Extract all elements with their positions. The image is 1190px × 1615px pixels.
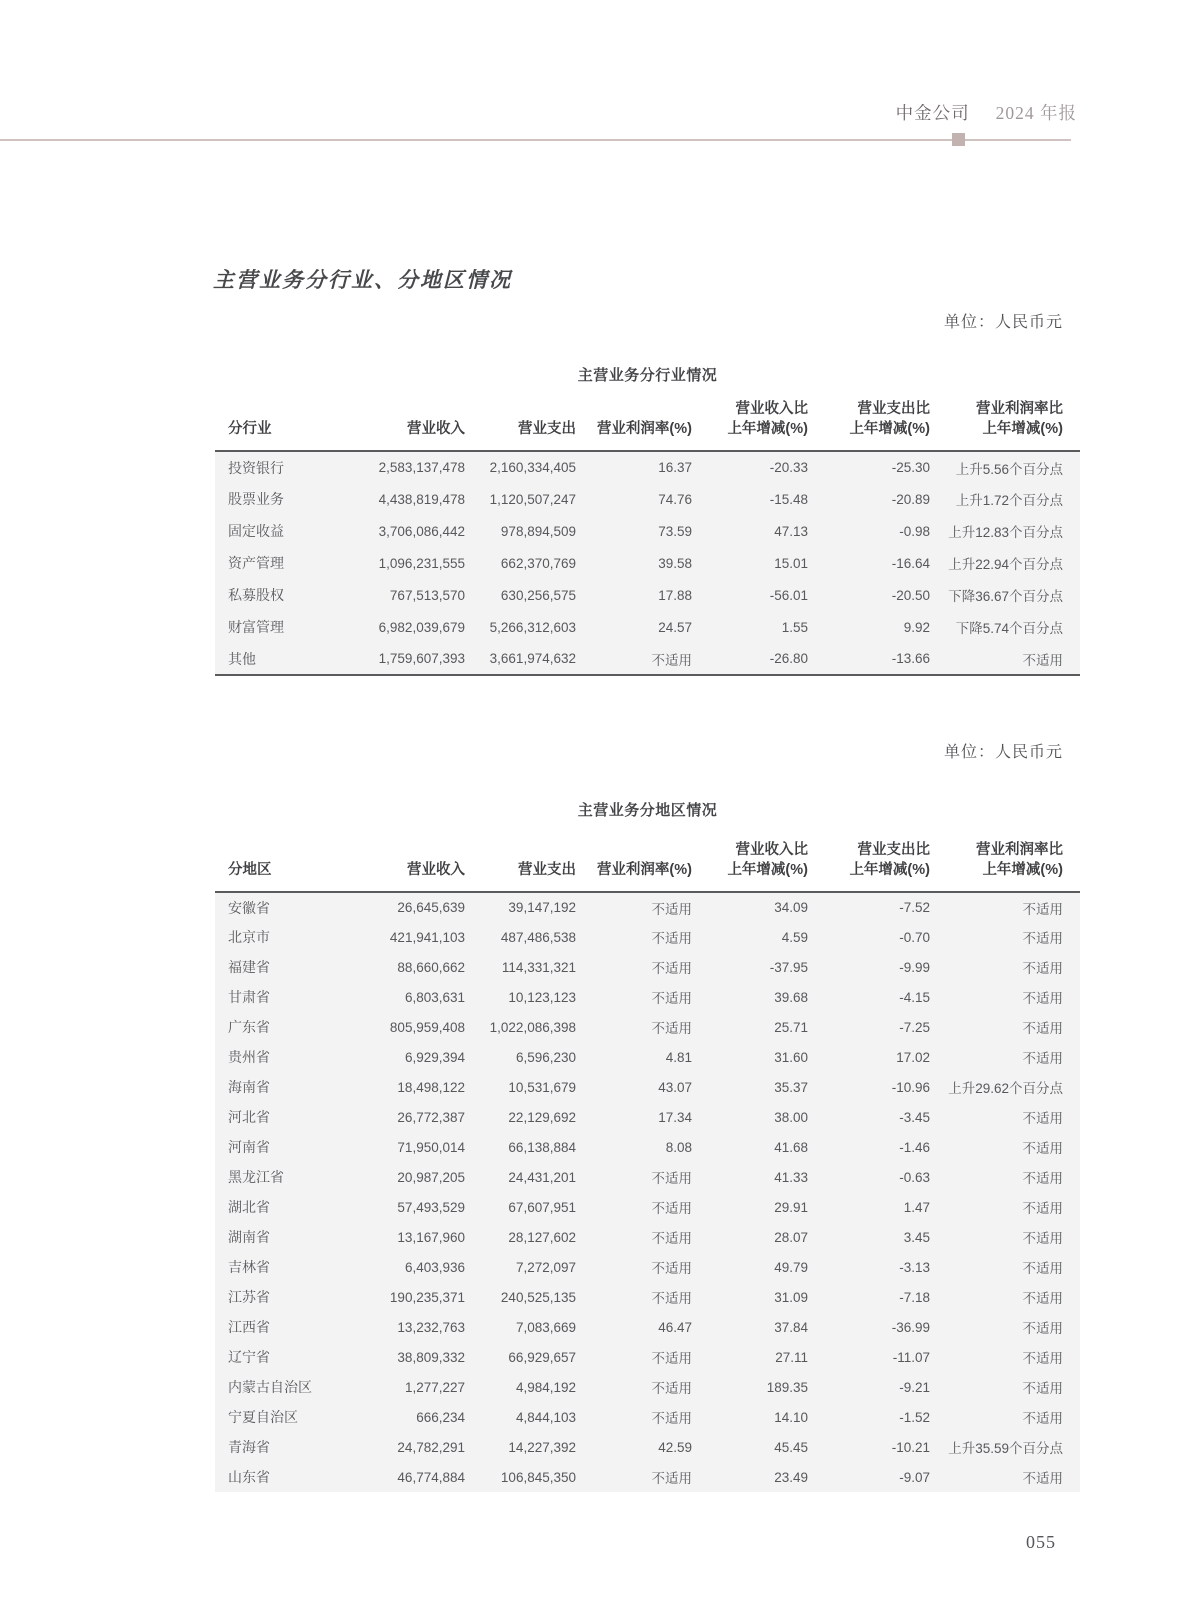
section-title: 主营业务分行业、分地区情况 [213, 268, 512, 292]
table-row [215, 643, 1080, 675]
row-label: 江西省 [228, 1319, 270, 1335]
cell-value: 下降36.67个百分点 [948, 589, 1063, 604]
cell-value: 42.59 [658, 1439, 692, 1455]
cell-value: 978,894,509 [500, 523, 576, 539]
cell-value: 不适用 [930, 643, 1080, 675]
cell-value: 上升22.94个百分点 [948, 557, 1063, 572]
cell-value: 487,486,538 [500, 929, 576, 945]
cell-value: 47.13 [774, 523, 808, 539]
cell-value: 不适用 [651, 1351, 692, 1366]
column-header: 营业收入 [341, 840, 465, 892]
cell-value: -20.89 [891, 491, 930, 507]
cell-value: -25.30 [891, 460, 930, 475]
cell-value: 767,513,570 [389, 587, 465, 603]
cell-value: 17.34 [658, 1109, 692, 1125]
cell-value: 27.11 [775, 1349, 808, 1365]
row-label: 私募股权 [228, 587, 284, 603]
cell-value: -37.95 [769, 959, 808, 975]
row-label: 福建省 [228, 959, 270, 975]
cell-value: 1,759,607,393 [341, 643, 465, 675]
table-row [215, 1012, 1080, 1042]
cell-value: 不适用 [1022, 1261, 1063, 1276]
row-label: 安徽省 [228, 899, 270, 916]
cell-value: 67,607,951 [508, 1199, 576, 1215]
row-label: 北京市 [228, 929, 270, 945]
cell-value: -7.52 [899, 900, 930, 915]
cell-value: 31.60 [774, 1049, 808, 1065]
column-header: 营业利润率比 上年增减(%) [930, 840, 1080, 892]
row-label: 甘肃省 [228, 989, 270, 1005]
industry-header-row [215, 399, 1080, 451]
cell-value: 24,431,201 [508, 1169, 576, 1185]
cell-value: 15.01 [774, 555, 808, 571]
cell-value: 88,660,662 [397, 959, 465, 975]
cell-value: 不适用 [651, 1291, 692, 1306]
cell-value: 39,147,192 [508, 900, 576, 915]
table-row [215, 1372, 1080, 1402]
cell-value: 28.07 [774, 1229, 808, 1245]
table-row [215, 982, 1080, 1012]
cell-value: 1,022,086,398 [489, 1019, 576, 1035]
cell-value: 46.47 [658, 1319, 692, 1335]
cell-value: 29.91 [774, 1199, 808, 1215]
cell-value: 46,774,884 [397, 1469, 465, 1485]
cell-value: 17.02 [896, 1049, 930, 1065]
cell-value: -3.45 [899, 1109, 930, 1125]
cell-value: 1,277,227 [404, 1379, 465, 1395]
cell-value: 31.09 [774, 1289, 808, 1305]
cell-value: 下降5.74个百分点 [955, 621, 1063, 636]
row-label: 青海省 [228, 1439, 270, 1455]
cell-value: 不适用 [651, 961, 692, 976]
cell-value: 34.09 [774, 900, 808, 915]
cell-value: -11.07 [892, 1349, 930, 1365]
cell-value: 190,235,371 [389, 1289, 465, 1305]
cell-value: -10.96 [891, 1079, 930, 1095]
row-label: 固定收益 [228, 523, 284, 539]
cell-value: 39.68 [774, 989, 808, 1005]
cell-value: 5,266,312,603 [489, 619, 576, 635]
cell-value: 不适用 [651, 1261, 692, 1276]
table-row [215, 952, 1080, 982]
cell-value: 1,120,507,247 [489, 491, 576, 507]
column-header: 营业利润率比 上年增减(%) [930, 399, 1080, 451]
cell-value: 1,096,231,555 [378, 555, 465, 571]
cell-value: 13,167,960 [397, 1229, 465, 1245]
table-row [215, 547, 1080, 579]
row-label: 湖北省 [228, 1199, 270, 1215]
cell-value: 不适用 [651, 1471, 692, 1486]
cell-value: 不适用 [1022, 1201, 1063, 1216]
cell-value: -0.98 [899, 523, 930, 539]
cell-value: 4.81 [665, 1049, 692, 1065]
cell-value: 不适用 [1022, 1171, 1063, 1186]
table-row [215, 1402, 1080, 1432]
cell-value: -9.21 [899, 1379, 930, 1395]
cell-value: 不适用 [651, 1021, 692, 1036]
cell-value: 不适用 [1022, 1411, 1063, 1426]
region-table [215, 840, 1080, 1492]
cell-value: 不适用 [1022, 1231, 1063, 1246]
cell-value: 不适用 [1022, 1321, 1063, 1336]
cell-value: 421,941,103 [389, 929, 465, 945]
cell-value: -56.01 [769, 587, 808, 603]
cell-value: 不适用 [651, 1171, 692, 1186]
cell-value: -16.64 [891, 555, 930, 571]
table-row [215, 1132, 1080, 1162]
cell-value: 6,929,394 [404, 1049, 465, 1065]
cell-value: 不适用 [1022, 1051, 1063, 1066]
cell-value: 74.76 [658, 491, 692, 507]
cell-value: 不适用 [1022, 931, 1063, 946]
cell-value: -13.66 [808, 643, 930, 675]
cell-value: 不适用 [651, 1411, 692, 1426]
cell-value: 上升35.59个百分点 [948, 1441, 1063, 1456]
region-table-section [215, 799, 1080, 1492]
table-row [215, 611, 1080, 643]
cell-value: 106,845,350 [500, 1469, 576, 1485]
cell-value: 4,984,192 [515, 1379, 576, 1395]
cell-value: 662,370,769 [500, 555, 576, 571]
column-header: 营业利润率(%) [576, 840, 692, 892]
cell-value: 20,987,205 [397, 1169, 465, 1185]
cell-value: -3.13 [899, 1259, 930, 1275]
cell-value: 24,782,291 [397, 1439, 465, 1455]
cell-value: -1.46 [899, 1139, 930, 1155]
cell-value: 66,929,657 [508, 1349, 576, 1365]
cell-value: 240,525,135 [500, 1289, 576, 1305]
cell-value: -36.99 [891, 1319, 930, 1335]
cell-value: 6,982,039,679 [378, 619, 465, 635]
cell-value: 71,950,014 [397, 1139, 465, 1155]
table-row [215, 1042, 1080, 1072]
cell-value: 不适用 [1022, 961, 1063, 976]
cell-value: 上升12.83个百分点 [948, 525, 1063, 540]
table-row [215, 1162, 1080, 1192]
cell-value: 4,438,819,478 [378, 491, 465, 507]
cell-value: 14,227,392 [508, 1439, 576, 1455]
company-name: 中金公司 [895, 103, 970, 123]
column-header: 营业支出 [465, 840, 576, 892]
row-label: 内蒙古自治区 [228, 1379, 312, 1395]
row-label: 其他 [215, 643, 341, 675]
row-label: 股票业务 [228, 491, 284, 507]
cell-value: 666,234 [416, 1409, 465, 1425]
cell-value: 4,844,103 [515, 1409, 576, 1425]
cell-value: 39.58 [658, 555, 692, 571]
unit-label: 单位：人民币元 [943, 744, 1063, 761]
column-header: 营业收入比 上年增减(%) [692, 399, 808, 451]
column-header: 营业支出比 上年增减(%) [808, 399, 930, 451]
industry-table [215, 399, 1080, 676]
cell-value: 10,531,679 [508, 1079, 576, 1095]
row-label: 湖南省 [228, 1229, 270, 1245]
table-row [215, 922, 1080, 952]
table-row [215, 1462, 1080, 1492]
cell-value: 37.84 [774, 1319, 808, 1335]
row-label: 黑龙江省 [228, 1169, 284, 1185]
table-row [215, 1432, 1080, 1462]
cell-value: 9.92 [903, 619, 930, 635]
region-table-title: 主营业务分地区情况 [577, 802, 718, 819]
cell-value: 不适用 [1022, 1291, 1063, 1306]
cell-value: 14.10 [774, 1409, 808, 1425]
cell-value: 10,123,123 [508, 989, 576, 1005]
table-row [215, 892, 1080, 922]
cell-value: -26.80 [692, 643, 808, 675]
industry-table-title: 主营业务分行业情况 [577, 367, 718, 384]
row-label: 贵州省 [228, 1049, 270, 1065]
cell-value: 38,809,332 [397, 1349, 465, 1365]
cell-value: 23.49 [774, 1469, 808, 1485]
table-row [215, 1102, 1080, 1132]
table-row [215, 1192, 1080, 1222]
cell-value: 不适用 [1022, 901, 1063, 917]
cell-value: 不适用 [651, 991, 692, 1006]
report-edition: 2024 年报 [995, 103, 1077, 123]
column-header: 营业收入 [341, 399, 465, 451]
cell-value: 73.59 [658, 523, 692, 539]
cell-value: 26,772,387 [397, 1109, 465, 1125]
cell-value: 上升1.72个百分点 [955, 493, 1063, 508]
cell-value: 16.37 [658, 460, 692, 475]
cell-value: 3,706,086,442 [378, 523, 465, 539]
header-rule [0, 139, 1071, 141]
table-row [215, 451, 1080, 483]
cell-value: -0.63 [899, 1169, 930, 1185]
cell-value: 不适用 [651, 931, 692, 946]
region-header-row [215, 840, 1080, 892]
cell-value: 上升5.56个百分点 [955, 461, 1063, 477]
row-label: 山东省 [228, 1469, 270, 1485]
table-row [215, 1072, 1080, 1102]
cell-value: 6,803,631 [404, 989, 465, 1005]
running-header [896, 100, 1077, 125]
column-header: 营业支出比 上年增减(%) [808, 840, 930, 892]
cell-value: 不适用 [1022, 1351, 1063, 1366]
cell-value: 2,160,334,405 [489, 460, 576, 475]
table-row [215, 1342, 1080, 1372]
column-header: 分行业 [215, 399, 341, 451]
cell-value: 38.00 [774, 1109, 808, 1125]
cell-value: 41.68 [774, 1139, 808, 1155]
column-header: 分地区 [215, 840, 341, 892]
cell-value: 28,127,602 [508, 1229, 576, 1245]
cell-value: 1.55 [781, 619, 808, 635]
cell-value: 不适用 [651, 1231, 692, 1246]
cell-value: 不适用 [651, 901, 692, 917]
cell-value: 2,583,137,478 [378, 460, 465, 475]
cell-value: 不适用 [1022, 1021, 1063, 1036]
cell-value: 上升29.62个百分点 [948, 1081, 1063, 1096]
cell-value: 7,272,097 [515, 1259, 576, 1275]
cell-value: 18,498,122 [397, 1079, 465, 1095]
cell-value: 不适用 [1022, 1141, 1063, 1156]
cell-value: 3,661,974,632 [465, 643, 576, 675]
cell-value: 8.08 [665, 1139, 692, 1155]
cell-value: 不适用 [1022, 1471, 1063, 1486]
cell-value: 不适用 [1022, 1381, 1063, 1396]
cell-value: 13,232,763 [397, 1319, 465, 1335]
table-row [215, 1252, 1080, 1282]
table-row [215, 483, 1080, 515]
row-label: 辽宁省 [228, 1349, 270, 1365]
cell-value: 189.35 [766, 1379, 808, 1395]
row-label: 河北省 [228, 1109, 270, 1125]
cell-value: 49.79 [774, 1259, 808, 1275]
cell-value: 不适用 [576, 643, 692, 675]
cell-value: 4.59 [781, 929, 808, 945]
row-label: 财富管理 [228, 619, 284, 635]
cell-value: -10.21 [891, 1439, 930, 1455]
cell-value: 43.07 [658, 1079, 692, 1095]
cell-value: 41.33 [774, 1169, 808, 1185]
table-row [215, 579, 1080, 611]
cell-value: 630,256,575 [500, 587, 576, 603]
table-row [215, 1312, 1080, 1342]
column-header: 营业收入比 上年增减(%) [692, 840, 808, 892]
cell-value: 805,959,408 [389, 1019, 465, 1035]
cell-value: 17.88 [658, 587, 692, 603]
cell-value: 26,645,639 [397, 900, 465, 915]
cell-value: 不适用 [1022, 991, 1063, 1006]
industry-table-section [215, 364, 1080, 676]
row-label: 江苏省 [228, 1289, 270, 1305]
cell-value: 6,596,230 [515, 1049, 576, 1065]
row-label: 广东省 [228, 1019, 270, 1035]
cell-value: -9.07 [899, 1469, 930, 1485]
cell-value: 不适用 [651, 1381, 692, 1396]
column-header: 营业支出 [465, 399, 576, 451]
table-row [215, 1222, 1080, 1252]
row-label: 海南省 [228, 1079, 270, 1095]
table-row [215, 1282, 1080, 1312]
cell-value: -4.15 [899, 989, 930, 1005]
cell-value: -9.99 [899, 959, 930, 975]
cell-value: 3.45 [903, 1229, 930, 1245]
cell-value: 114,331,321 [501, 959, 576, 975]
row-label: 河南省 [228, 1139, 270, 1155]
cell-value: -1.52 [899, 1409, 930, 1425]
unit-label: 单位：人民币元 [943, 314, 1063, 331]
row-label: 宁夏自治区 [228, 1409, 298, 1425]
cell-value: 45.45 [774, 1439, 808, 1455]
cell-value: -20.50 [891, 587, 930, 603]
column-header: 营业利润率(%) [576, 399, 692, 451]
cell-value: 6,403,936 [404, 1259, 465, 1275]
rule-square-marker [952, 133, 965, 146]
cell-value: 35.37 [774, 1079, 808, 1095]
cell-value: 不适用 [651, 1201, 692, 1216]
cell-value: -7.25 [899, 1019, 930, 1035]
cell-value: 1.47 [903, 1199, 930, 1215]
cell-value: -0.70 [899, 929, 930, 945]
cell-value: 25.71 [774, 1019, 808, 1035]
cell-value: 22,129,692 [508, 1109, 576, 1125]
cell-value: 7,083,669 [515, 1319, 576, 1335]
page-number: 055 [1026, 1532, 1056, 1552]
cell-value: 57,493,529 [397, 1199, 465, 1215]
cell-value: -20.33 [769, 460, 808, 475]
table-row [215, 515, 1080, 547]
cell-value: 66,138,884 [508, 1139, 576, 1155]
cell-value: -15.48 [769, 491, 808, 507]
row-label: 投资银行 [228, 459, 284, 476]
cell-value: 不适用 [1022, 1111, 1063, 1126]
cell-value: -7.18 [899, 1289, 930, 1305]
row-label: 资产管理 [228, 555, 284, 571]
row-label: 吉林省 [228, 1259, 270, 1275]
cell-value: 24.57 [658, 619, 692, 635]
